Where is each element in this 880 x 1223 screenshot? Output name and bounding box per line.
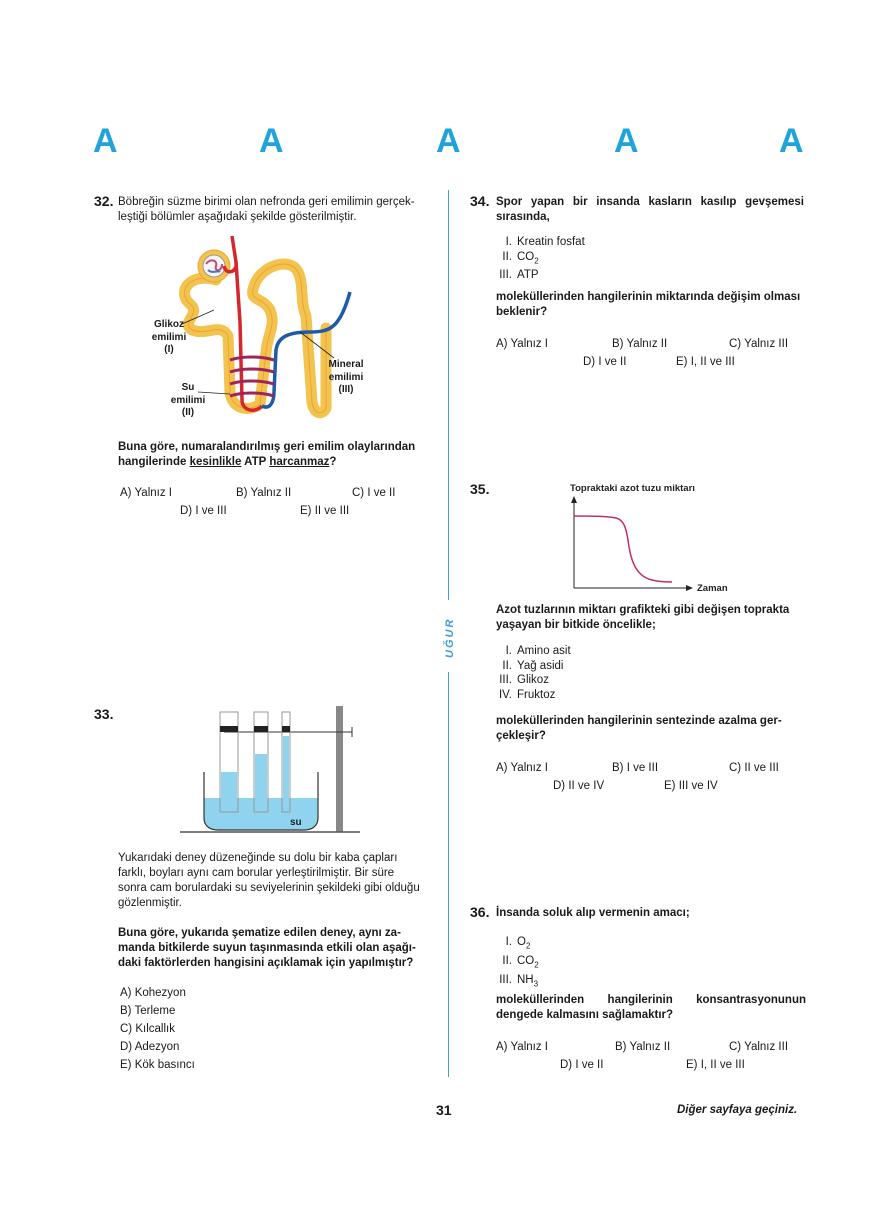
booklet-letter-5: A (779, 122, 804, 160)
q32-option-b[interactable]: B) Yalnız II (236, 487, 292, 499)
q34-option-e[interactable]: E) I, II ve III (676, 356, 735, 368)
q36-option-d[interactable]: D) I ve II (560, 1059, 604, 1071)
q33-paragraph: Yukarıdaki deney düzeneğinde su dolu bir kaba çapları farklı, boyları aynı cam borular yerleştirilmiştir. Bir süre sonra cam borulardaki su seviyelerinin şekildeki gibi olduğu gözlenmiştir. (118, 852, 420, 909)
q35-question2: moleküllerinden hangilerinin sentezinde azalma ger- çekleşir? (496, 715, 782, 742)
q35-question: Azot tuzlarının miktarı grafikteki gibi değişen toprakta yaşayan bir bitkide öncelikle; (496, 604, 790, 631)
label-mineral: Mineral emilimi (III) (328, 359, 364, 395)
label-glikoz: Glikoz emilimi (I) (151, 319, 187, 355)
q32-option-d[interactable]: D) I ve III (180, 505, 227, 517)
q36-option-a[interactable]: A) Yalnız I (496, 1041, 548, 1053)
q35-option-a[interactable]: A) Yalnız I (496, 762, 548, 774)
next-page-note: Diğer sayfaya geçiniz. (677, 1104, 798, 1116)
q35-item-3: III. Glikoz (499, 674, 549, 686)
svg-text:UĞUR: UĞUR (444, 617, 456, 658)
q33-option-b[interactable]: B) Terleme (120, 1005, 176, 1017)
q32-option-a[interactable]: A) Yalnız I (120, 487, 172, 499)
q34-question: moleküllerinden hangilerinin miktarında değişim olması beklenir? (496, 291, 801, 318)
booklet-letter-2: A (259, 122, 284, 160)
q33-option-a[interactable]: A) Kohezyon (120, 987, 186, 999)
booklet-letter-4: A (614, 122, 639, 160)
brand-vertical (441, 610, 457, 662)
y-axis-arrow-icon (571, 496, 577, 503)
q36-option-e[interactable]: E) I, II ve III (686, 1059, 745, 1071)
q36-item-2: II. $CO_2$ (502, 954, 539, 970)
q36-item-3: III. $NH_3$ (499, 973, 539, 988)
q35-items (492, 644, 571, 702)
q34-item-2: II. $CO_2$ (502, 250, 539, 265)
q35-item-1: I. Amino asit (505, 645, 571, 657)
q36-option-c[interactable]: C) Yalnız III (729, 1041, 789, 1053)
column-divider-top (448, 190, 449, 600)
q36-items (492, 935, 539, 991)
q33-question: Buna göre, yukarıda şematize edilen deney, aynı za- manda bitkilerde suyun taşınmasında etkili olan aşağı- daki faktörlerden hangisini açıklamak için yapılmıştır? (118, 927, 416, 969)
q33-option-d[interactable]: D) Adezyon (120, 1041, 180, 1053)
q35-option-c[interactable]: C) II ve III (729, 762, 779, 774)
q35-option-b[interactable]: B) I ve III (612, 762, 659, 774)
q34-items (492, 235, 585, 283)
svg-text:su: su (290, 817, 302, 828)
q34-option-a[interactable]: A) Yalnız I (496, 338, 548, 350)
q33-number: 33. (94, 706, 114, 722)
q36-stem: İnsanda soluk alıp vermenin amacı; (496, 907, 690, 919)
decline-curve (574, 516, 672, 582)
q35-option-e[interactable]: E) III ve IV (664, 780, 718, 792)
q32-question: Buna göre, numaralandırılmış geri emilim olaylarından hangilerinde kesinlikle ATP harcanmaz? (118, 441, 416, 468)
label-su: Su emilimi (II) (170, 382, 206, 418)
q36-item-1: I. $O_2$ (505, 936, 531, 951)
q32-stem: Böbreğin süzme birimi olan nefronda geri emilimin gerçek- leştiği bölümler aşağıdaki şekilde gösterilmiştir. (118, 196, 415, 223)
page-number: 31 (436, 1102, 452, 1118)
q35-option-d[interactable]: D) II ve IV (553, 780, 605, 792)
q34-item-1: I. Kreatin fosfat (505, 236, 585, 248)
column-divider-bottom (448, 672, 449, 1077)
q35-item-2: II. Yağ asidi (502, 659, 564, 672)
q33-option-e[interactable]: E) Kök basıncı (120, 1059, 195, 1071)
q34-item-3: III. ATP (499, 269, 539, 282)
nitrogen-salt-chart (560, 480, 740, 595)
q32-number: 32. (94, 193, 114, 209)
capillary-experiment-figure (180, 702, 360, 837)
q34-option-b[interactable]: B) Yalnız II (612, 338, 668, 350)
q34-number: 34. (470, 193, 490, 209)
q34-stem: Spor yapan bir insanda kasların kasılıp gevşemesi sırasında, (496, 196, 804, 223)
booklet-letter-1: A (93, 122, 118, 160)
q36-option-b[interactable]: B) Yalnız II (615, 1041, 671, 1053)
q34-option-d[interactable]: D) I ve II (583, 356, 627, 368)
q36-number: 36. (470, 904, 490, 920)
q35-item-4: IV. Fruktoz (498, 688, 556, 701)
q34-option-c[interactable]: C) Yalnız III (729, 338, 789, 350)
x-axis-label: Zaman (697, 583, 728, 594)
q35-number: 35. (470, 481, 490, 497)
booklet-letter-3: A (436, 122, 461, 160)
q33-option-c[interactable]: C) Kılcallık (120, 1023, 175, 1035)
q36-question: moleküllerinden hangilerinin konsantrasyonunun dengede kalmasını sağlamaktır? (496, 994, 806, 1021)
q32-option-c[interactable]: C) I ve II (352, 487, 396, 499)
x-axis-arrow-icon (686, 585, 693, 591)
chart-title: Topraktaki azot tuzu miktarı (570, 483, 695, 494)
q32-option-e[interactable]: E) II ve III (300, 505, 350, 517)
